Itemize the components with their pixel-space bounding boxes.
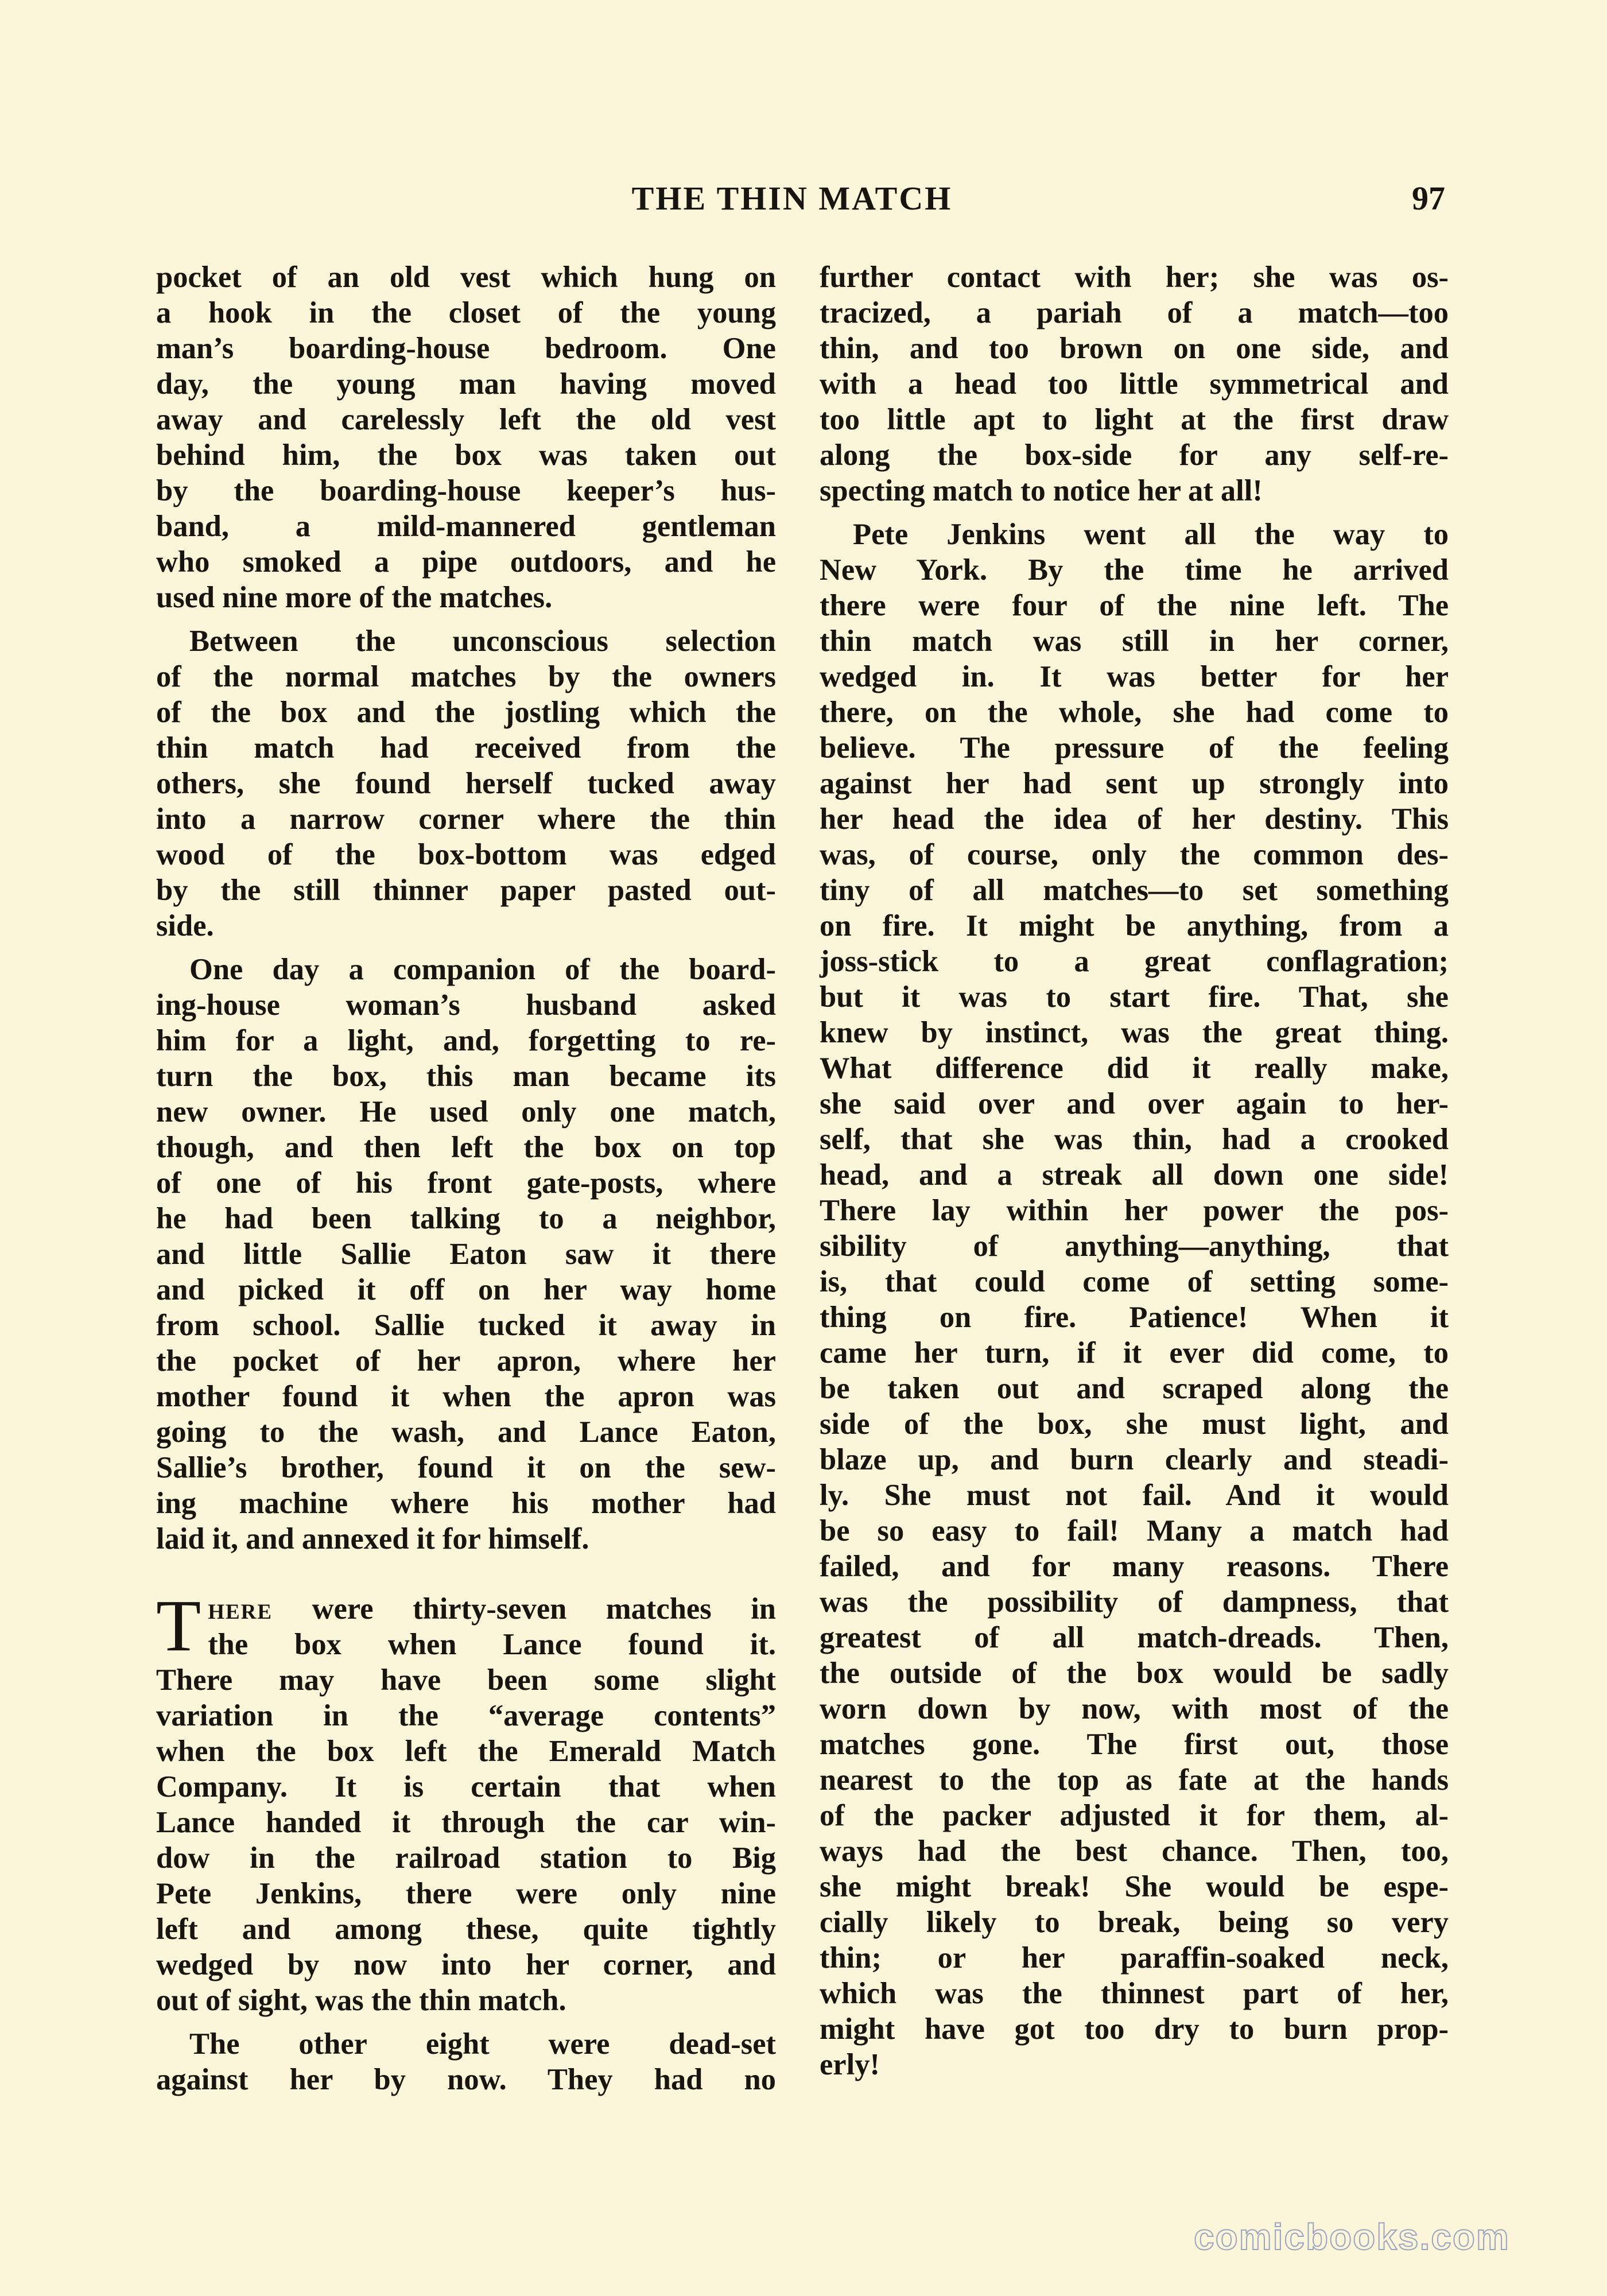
text-line: turn the box, this man became its: [156, 1060, 776, 1093]
text-line: a hook in the closet of the young: [156, 296, 776, 329]
text-line: blaze up, and burn clearly and steadi-: [820, 1443, 1449, 1476]
text-line: man’s boarding-house bedroom. One: [156, 332, 776, 365]
left-paragraph-4-dropcap: [156, 1585, 776, 2018]
text-line: day, the young man having moved: [156, 367, 776, 401]
text-line: there, on the whole, she had come to: [820, 696, 1449, 729]
text-line: behind him, the box was taken out: [156, 439, 776, 472]
text-line: be taken out and scraped along the: [820, 1372, 1449, 1405]
text-line: Sallie’s brother, found it on the sew-: [156, 1451, 776, 1484]
text-line: who smoked a pipe outdoors, and he: [156, 545, 776, 579]
page-number: 97: [1412, 180, 1445, 217]
text-line: sibility of anything—anything, that: [820, 1230, 1449, 1263]
text-line: laid it, and annexed it for himself.: [156, 1522, 589, 1556]
text-line: ing machine where his mother had: [156, 1487, 776, 1520]
drop-cap-letter: T: [156, 1585, 201, 1666]
text-line: be so easy to fail! Many a match had: [820, 1514, 1449, 1548]
text-line: New York. By the time he arrived: [820, 553, 1449, 587]
text-line: him for a light, and, forgetting to re-: [156, 1024, 776, 1057]
left-paragraph-3: [156, 952, 776, 1557]
text-line: the outside of the box would be sadly: [820, 1657, 1449, 1690]
text-line: of one of his front gate-posts, where: [156, 1166, 776, 1200]
text-line: though, and then left the box on top: [156, 1131, 776, 1164]
text-line: joss-stick to a great conflagration;: [820, 945, 1449, 978]
left-paragraph-5: [156, 2026, 776, 2097]
text-line: thing on fire. Patience! When it: [820, 1301, 1449, 1334]
text-line: by the still thinner paper pasted out-: [156, 874, 776, 907]
text-line: There may have been some slight: [156, 1663, 776, 1697]
text-line: further contact with her; she was os-: [820, 261, 1449, 294]
running-head-title: THE THIN MATCH: [631, 180, 953, 217]
text-line: One day a companion of the board-: [189, 953, 776, 986]
text-line: ly. She must not fail. And it would: [820, 1479, 1449, 1512]
text-line: and picked it off on her way home: [156, 1273, 776, 1306]
text-line: wedged in. It was better for her: [820, 660, 1449, 693]
right-paragraph-2: [820, 517, 1449, 2082]
text-line: tiny of all matches—to set something: [820, 874, 1449, 907]
text-line: self, that she was thin, had a crooked: [820, 1123, 1449, 1156]
text-line: nearest to the top as fate at the hands: [820, 1763, 1449, 1797]
text-line: out of sight, was the thin match.: [156, 1984, 566, 2017]
text-line: thin; or her paraffin-soaked neck,: [820, 1941, 1449, 1975]
text-line: away and carelessly left the old vest: [156, 403, 776, 436]
text-line: Between the unconscious selection: [189, 625, 776, 658]
text-line: band, a mild-mannered gentleman: [156, 510, 776, 543]
text-line: thin match was still in her corner,: [820, 625, 1449, 658]
text-line: of the packer adjusted it for them, al-: [820, 1799, 1449, 1832]
text-line: side of the box, she must light, and: [820, 1407, 1449, 1441]
text-line: matches gone. The first out, those: [820, 1728, 1449, 1761]
text-line: into a narrow corner where the thin: [156, 802, 776, 836]
text-line: was the possibility of dampness, that: [820, 1585, 1449, 1619]
text-line: variation in the “average contents”: [156, 1699, 776, 1732]
text-line: but it was to start fire. That, she: [820, 980, 1449, 1014]
left-paragraph-4: [156, 1662, 776, 2018]
text-line: going to the wash, and Lance Eaton,: [156, 1415, 776, 1449]
text-line: others, she found herself tucked away: [156, 767, 776, 800]
text-line: left and among these, quite tightly: [156, 1913, 776, 1946]
text-line: mother found it when the apron was: [156, 1380, 776, 1413]
dropcap-line-1: [156, 1591, 776, 1627]
text-line: Company. It is certain that when: [156, 1770, 776, 1804]
watermark-logo: comicbooks.com: [1194, 2216, 1510, 2258]
text-line: of the normal matches by the owners: [156, 660, 776, 693]
text-line: by the boarding-house keeper’s hus-: [156, 474, 776, 507]
text-line: cially likely to break, being so very: [820, 1906, 1449, 1939]
text-line: tracized, a pariah of a match—too: [820, 296, 1449, 329]
text-line: he had been talking to a neighbor,: [156, 1202, 776, 1235]
text-line: which was the thinnest part of her,: [820, 1977, 1449, 2010]
small-caps-word: here: [208, 1592, 273, 1626]
text-line: ways had the best chance. Then, too,: [820, 1835, 1449, 1868]
text-line: from school. Sallie tucked it away in: [156, 1309, 776, 1342]
text-line: wedged by now into her corner, and: [156, 1948, 776, 1981]
right-column: [820, 259, 1449, 2082]
text-line: believe. The pressure of the feeling: [820, 731, 1449, 765]
text-line: The other eight were dead-set: [189, 2027, 776, 2061]
text-line: worn down by now, with most of the: [820, 1692, 1449, 1725]
text-line: thin, and too brown on one side, and: [820, 332, 1449, 365]
text-line: ing-house woman’s husband asked: [156, 988, 776, 1022]
text-line: with a head too little symmetrical and: [820, 367, 1449, 401]
text-line: she said over and over again to her-: [820, 1087, 1449, 1120]
text-line: too little apt to light at the first draw: [820, 403, 1449, 436]
text-line: and little Sallie Eaton saw it there: [156, 1238, 776, 1271]
text-line: pocket of an old vest which hung on: [156, 261, 776, 294]
text-line: What difference did it really make,: [820, 1052, 1449, 1085]
dropcap-line-2: the box when Lance found it.: [208, 1628, 776, 1661]
left-column: [156, 259, 776, 2097]
text-line: she might break! She would be espe-: [820, 1870, 1449, 1903]
dropcap-line-1-rest: were thirty-seven matches in: [273, 1592, 776, 1626]
text-line: when the box left the Emerald Match: [156, 1735, 776, 1768]
text-line: new owner. He used only one match,: [156, 1095, 776, 1128]
text-line: dow in the railroad station to Big: [156, 1841, 776, 1875]
text-line: wood of the box-bottom was edged: [156, 838, 776, 871]
text-line: against her by now. They had no: [156, 2063, 776, 2096]
text-line: Lance handed it through the car win-: [156, 1806, 776, 1839]
text-line: head, and a streak all down one side!: [820, 1158, 1449, 1192]
left-paragraph-2: [156, 623, 776, 944]
text-line: erly!: [820, 2048, 880, 2081]
right-paragraph-1: [820, 259, 1449, 509]
text-line: the pocket of her apron, where her: [156, 1344, 776, 1378]
text-line: Pete Jenkins, there were only nine: [156, 1877, 776, 1910]
text-line: used nine more of the matches.: [156, 581, 553, 614]
text-line: Pete Jenkins went all the way to: [853, 518, 1449, 551]
text-line: is, that could come of setting some-: [820, 1265, 1449, 1298]
text-line: There lay within her power the pos-: [820, 1194, 1449, 1227]
text-line: against her had sent up strongly into: [820, 767, 1449, 800]
text-line: there were four of the nine left. The: [820, 589, 1449, 622]
left-paragraph-1: [156, 259, 776, 615]
text-line: greatest of all match-dreads. Then,: [820, 1621, 1449, 1654]
text-line: on fire. It might be anything, from a: [820, 909, 1449, 943]
text-line: might have got too dry to burn prop-: [820, 2012, 1449, 2046]
text-line: her head the idea of her destiny. This: [820, 802, 1449, 836]
text-line: of the box and the jostling which the: [156, 696, 776, 729]
text-line: was, of course, only the common des-: [820, 838, 1449, 871]
text-line: specting match to notice her at all!: [820, 474, 1263, 507]
text-line: failed, and for many reasons. There: [820, 1550, 1449, 1583]
text-line: along the box-side for any self-re-: [820, 439, 1449, 472]
text-line: knew by instinct, was the great thing.: [820, 1016, 1449, 1049]
text-line: thin match had received from the: [156, 731, 776, 765]
text-line: side.: [156, 909, 214, 943]
text-line: came her turn, if it ever did come, to: [820, 1336, 1449, 1370]
